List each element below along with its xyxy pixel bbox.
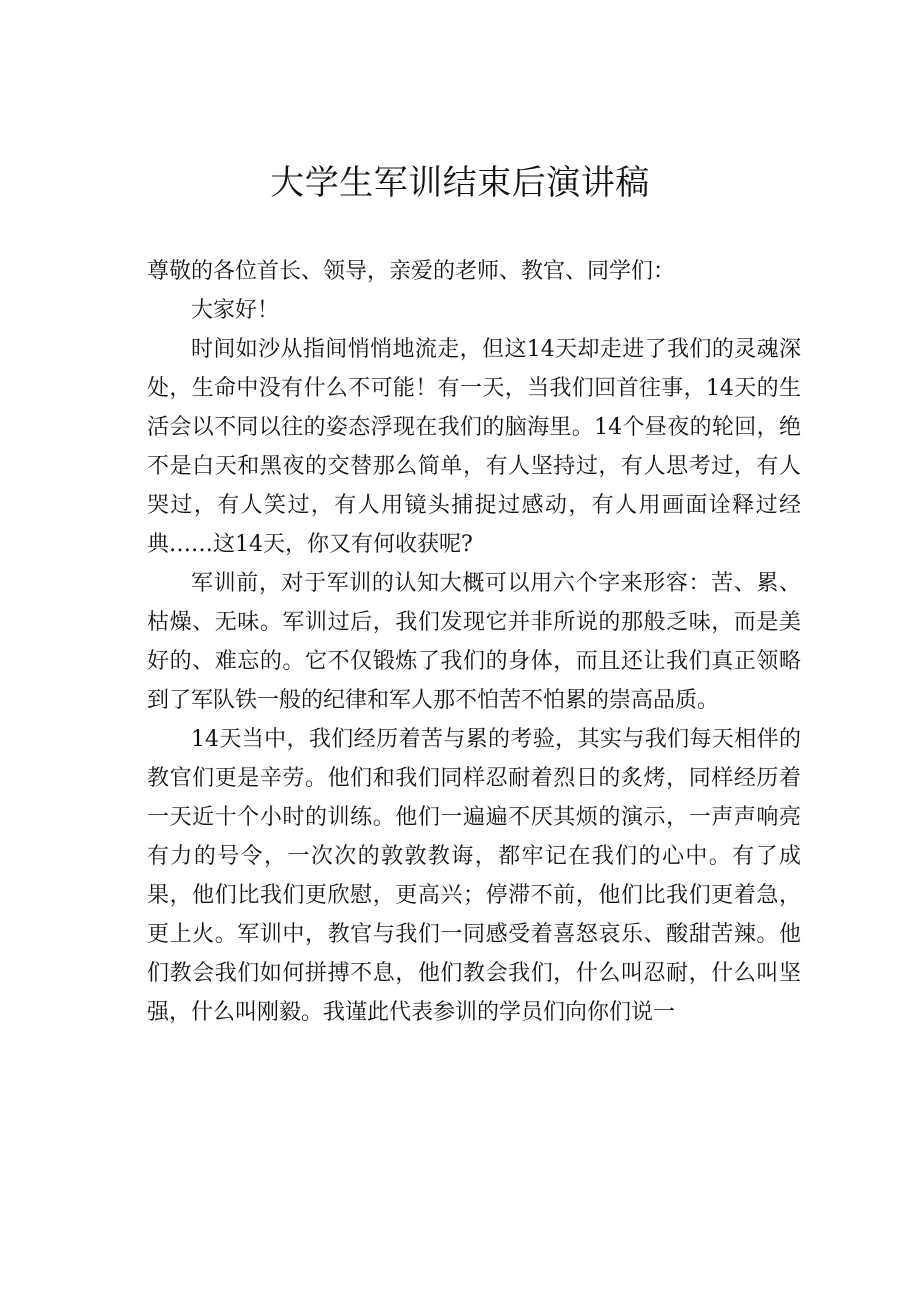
salutation: 尊敬的各位首长、领导，亲爱的老师、教官、同学们： bbox=[147, 259, 676, 284]
paragraph-2: 军训前，对于军训的认知大概可以用六个字来形容：苦、累、枯燥、无味。军训过后，我们发现它并非所说的那般乏味，而是美好的、难忘的。它不仅锻炼了我们的身体，而且还让我们真正领略到了军队铁一般的纪律和军人那不怕苦不怕累的崇高品质。 bbox=[147, 571, 801, 713]
speech-body bbox=[147, 252, 801, 1032]
greeting: 大家好！ bbox=[191, 298, 280, 323]
page-title: 大学生军训结束后演讲稿 bbox=[270, 163, 650, 203]
paragraph-1: 时间如沙从指间悄悄地流走，但这14天却走进了我们的灵魂深处，生命中没有什么不可能！有一天，当我们回首往事，14天的生活会以不同以往的姿态浮现在我们的脑海里。14个昼夜的轮回，绝不是白天和黑夜的交替那么简单，有人坚持过，有人思考过，有人哭过，有人笑过，有人用镜头捕捉过感动，有人用画面诠释过经典……这14天，你又有何收获呢? bbox=[147, 337, 801, 557]
paragraph-3: 14天当中，我们经历着苦与累的考验，其实与我们每天相伴的教官们更是辛劳。他们和我们同样忍耐着烈日的炙烤，同样经历着一天近十个小时的训练。他们一遍遍不厌其烦的演示，一声声响亮有力的号令，一次次的敦敦教诲，都牢记在我们的心中。有了成果，他们比我们更欣慰，更高兴；停滞不前，他们比我们更着急，更上火。军训中，教官与我们一同感受着喜怒哀乐、酸甜苦辣。他们教会我们如何拼搏不息，他们教会我们，什么叫忍耐，什么叫坚强，什么叫刚毅。我谨此代表参训的学员们向你们说一 bbox=[147, 727, 801, 1025]
